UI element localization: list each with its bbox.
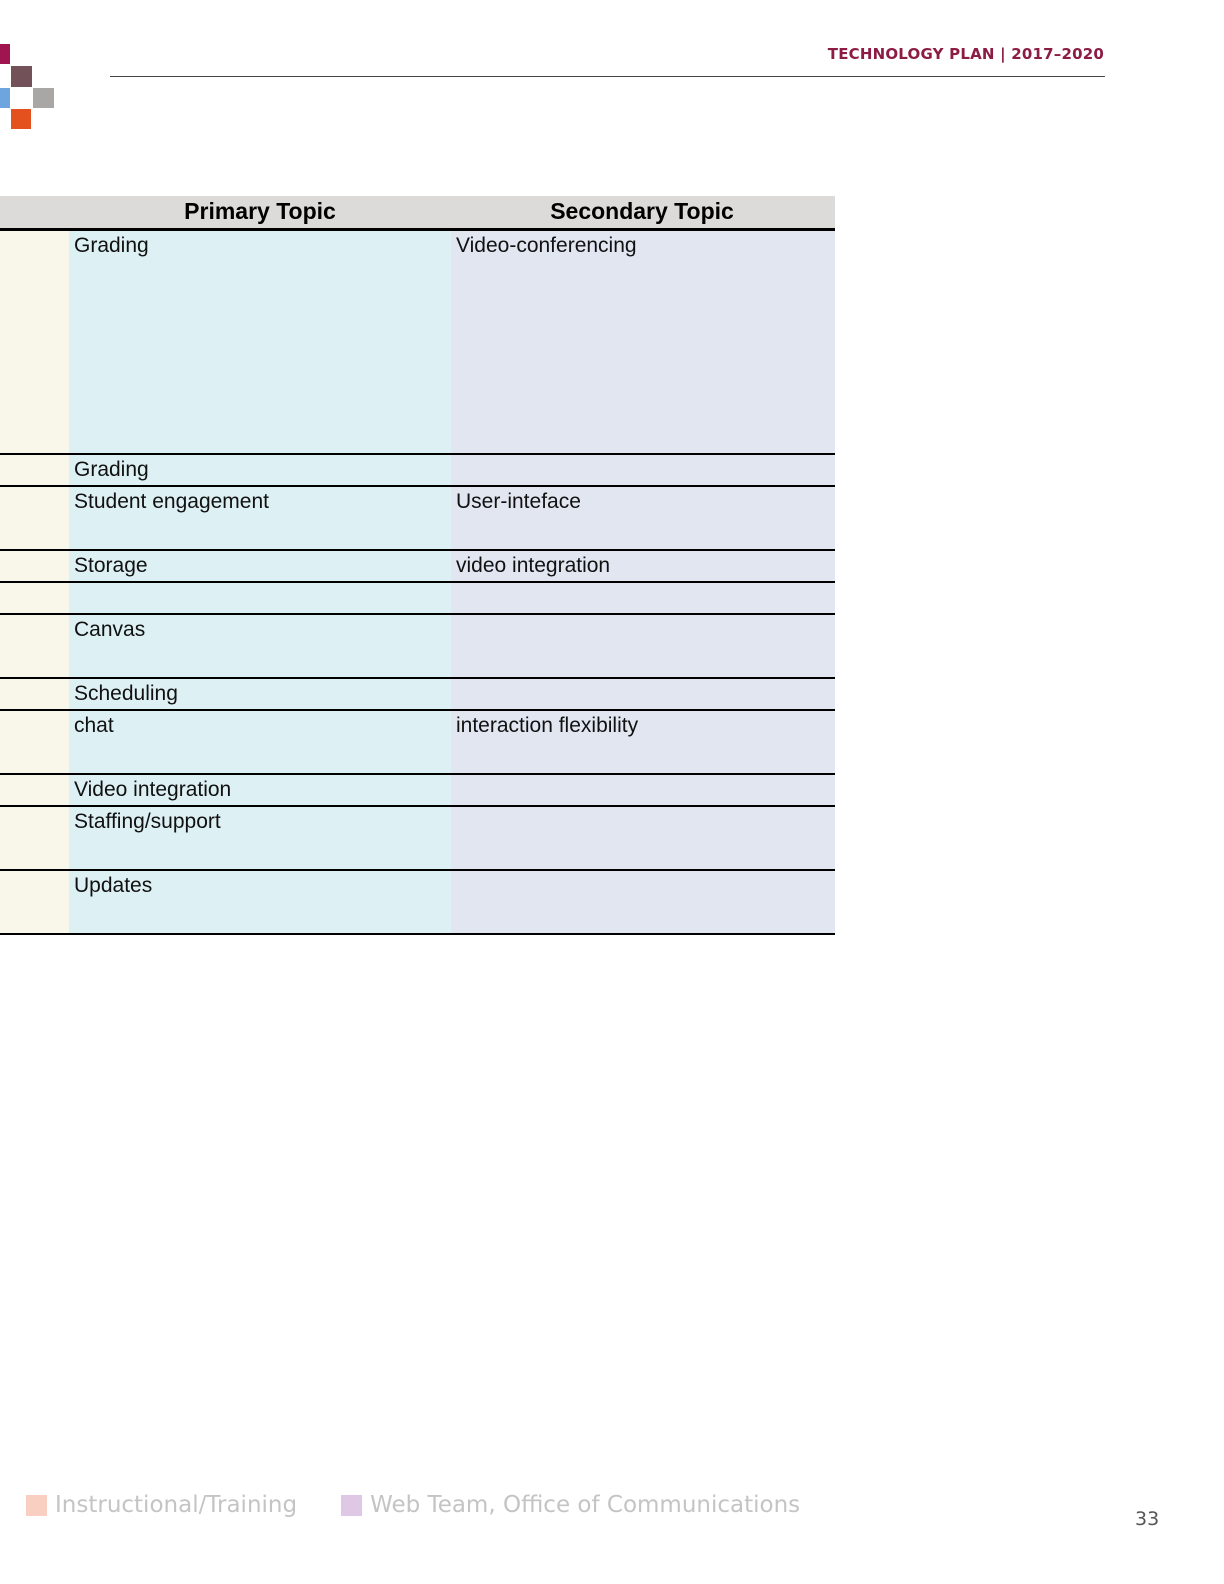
primary-topic-cell: Student engagement: [74, 490, 269, 513]
page-number: 33: [1135, 1508, 1160, 1530]
page-header-title: TECHNOLOGY PLAN | 2017–2020: [827, 45, 1104, 63]
primary-topic-cell: Staffing/support: [74, 810, 221, 833]
topics-table: [0, 196, 835, 935]
primary-topic-cell: Canvas: [74, 618, 146, 641]
table-row: [0, 583, 835, 615]
primary-topic-cell: Grading: [74, 234, 149, 257]
logo-square: [0, 44, 10, 64]
primary-topic-cell: Storage: [74, 554, 148, 577]
legend-label-web-team: Web Team, Office of Communications: [370, 1492, 801, 1518]
primary-topic-cell: [69, 583, 451, 585]
secondary-topic-cell: Video-conferencing: [456, 234, 637, 257]
secondary-topic-cell: [451, 615, 835, 617]
legend-label-instructional: Instructional/Training: [55, 1492, 298, 1518]
table-header-row: [0, 196, 835, 231]
logo-square: [11, 66, 32, 87]
column-header-secondary: Secondary Topic: [550, 198, 734, 224]
secondary-topic-cell: [451, 679, 835, 681]
secondary-topic-cell: video integration: [456, 554, 611, 577]
table-row: [0, 679, 835, 711]
table-row: [0, 455, 835, 487]
secondary-topic-cell: [451, 583, 835, 585]
logo-square: [0, 88, 10, 108]
table-row: [0, 551, 835, 583]
primary-topic-cell: chat: [74, 714, 114, 737]
color-legend: [26, 1492, 844, 1518]
secondary-topic-cell: [451, 807, 835, 809]
table-row: [0, 775, 835, 807]
secondary-topic-cell: [451, 871, 835, 873]
primary-topic-cell: Updates: [74, 874, 153, 897]
logo-square: [11, 109, 31, 129]
header-divider: [110, 76, 1105, 77]
secondary-topic-cell: User-inteface: [456, 490, 581, 513]
legend-swatch-instructional: [26, 1495, 47, 1516]
secondary-topic-cell: [451, 455, 835, 457]
table-row: [0, 871, 835, 935]
secondary-topic-cell: interaction flexibility: [456, 714, 639, 737]
logo-square: [33, 88, 54, 108]
table-row: [0, 807, 835, 871]
column-header-primary: Primary Topic: [184, 198, 336, 224]
primary-topic-cell: Scheduling: [74, 682, 178, 705]
table-row: [0, 231, 835, 455]
primary-topic-cell: Video integration: [74, 778, 232, 801]
legend-swatch-web-team: [341, 1495, 362, 1516]
secondary-topic-cell: [451, 775, 835, 777]
primary-topic-cell: Grading: [74, 458, 149, 481]
table-row: [0, 615, 835, 679]
table-row: [0, 711, 835, 775]
table-row: [0, 487, 835, 551]
